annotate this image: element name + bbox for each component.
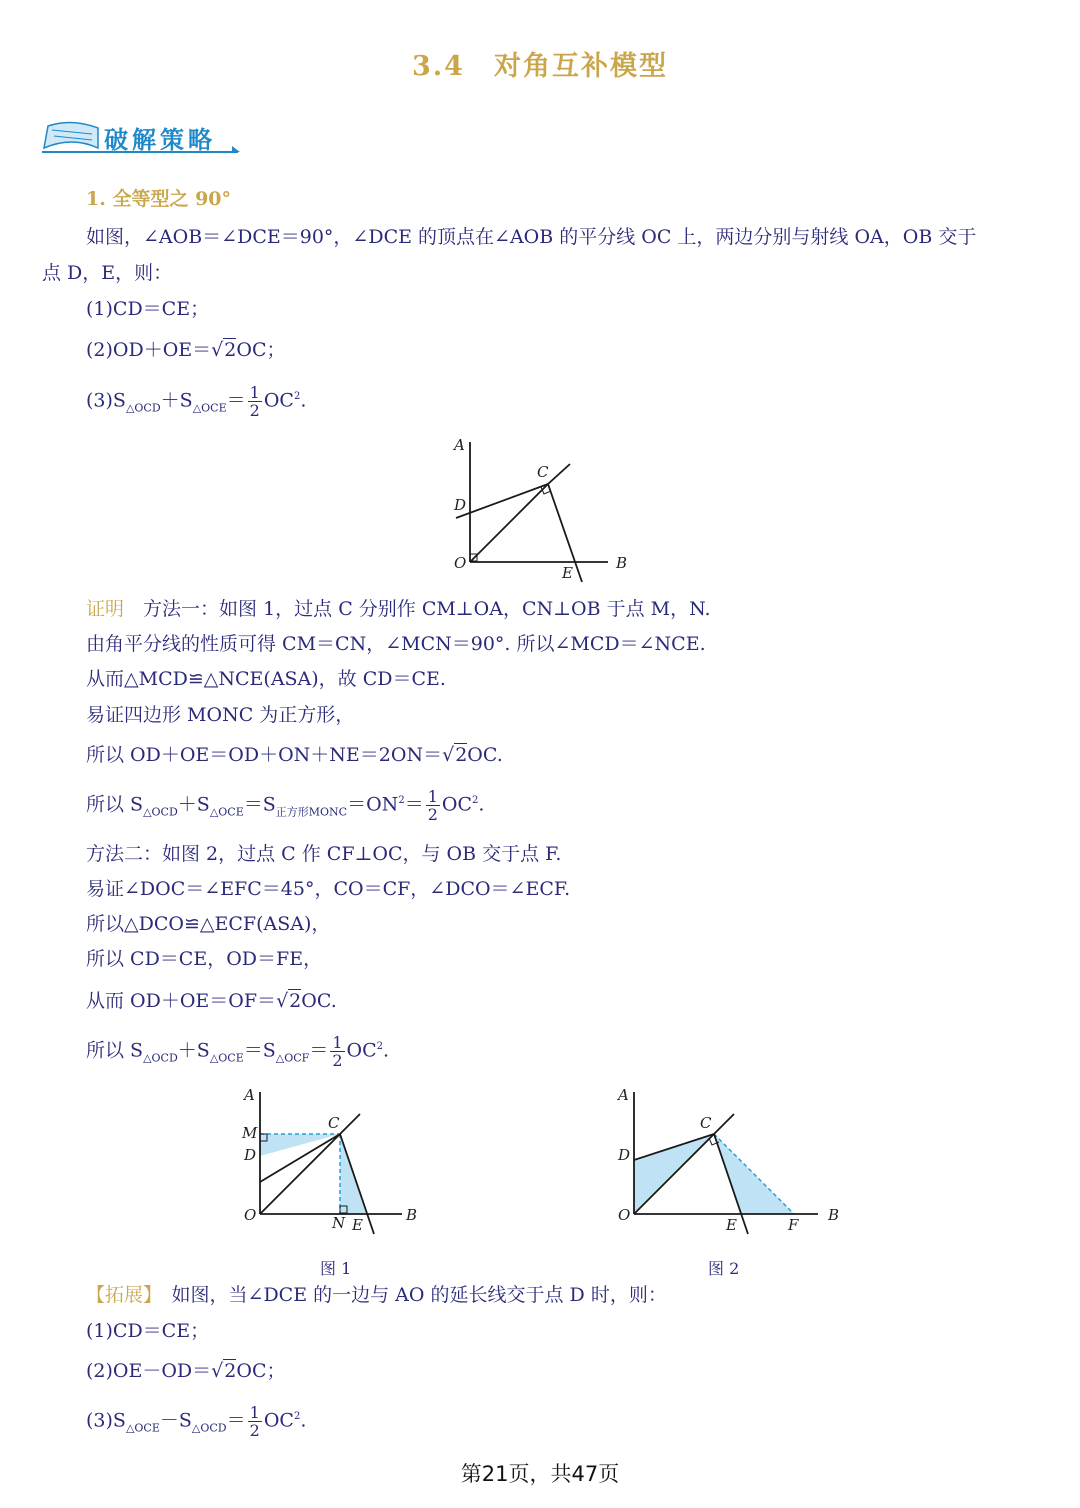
proof-method1-line5: 所以 OD＋OE＝OD＋ON＋NE＝2ON＝√2OC. bbox=[86, 744, 503, 766]
page-footer: 第21页，共47页 bbox=[460, 1462, 620, 1486]
section-banner-text: 破解策略 bbox=[104, 125, 216, 154]
section-heading: 1. 全等型之 90° bbox=[86, 188, 232, 210]
extension-intro: 【拓展】 如图，当∠DCE 的一边与 AO 的延长线交于点 D 时，则： bbox=[86, 1284, 667, 1306]
conclusion-2: (2)OD＋OE＝√2OC； bbox=[86, 339, 286, 361]
fig2-label-C: C bbox=[700, 1114, 712, 1132]
extension-conclusion-3: $(3)S_{\triangle OCE}-S_{\triangle OCD}=$ $\frac{1}{2}$ $OC^2$. bbox=[86, 1403, 307, 1440]
figure-1-caption: 图 1 bbox=[320, 1259, 352, 1278]
figure-2-caption: 图 2 bbox=[708, 1259, 740, 1278]
proof-method2-line6: 所以 $S_{\triangle OCD}+S_{\triangle OCE}=S_{\triangle OCF}=$ $\frac{1}{2}$ $OC^2$. bbox=[86, 1033, 390, 1070]
label-B: B bbox=[616, 554, 628, 572]
figure-2 bbox=[604, 1082, 844, 1242]
label-O: O bbox=[454, 554, 467, 572]
proof-method1-line6: 所以 $S_{\triangle OCD}+S_{\triangle OCE}=S_{正方形MONC}=ON^2=$ $\frac{1}{2}$ $OC^2$. bbox=[86, 787, 485, 824]
fig1-label-M: M bbox=[242, 1124, 258, 1142]
intro-line-1: 如图，∠AOB＝∠DCE＝90°，∠DCE 的顶点在∠AOB 的平分线 OC 上，两边分别与射线 OA，OB 交于 bbox=[86, 226, 977, 248]
fig2-label-E: E bbox=[726, 1216, 737, 1234]
conclusion-3: $(3)S_{\triangle OCD}+S_{\triangle OCE}=$ $\frac{1}{2}$ $OC^2$. bbox=[86, 383, 307, 420]
fig1-label-A: A bbox=[244, 1086, 255, 1104]
figure-1 bbox=[230, 1082, 430, 1242]
fig2-label-B: B bbox=[828, 1206, 840, 1224]
label-C: C bbox=[537, 463, 549, 481]
fig1-label-D: D bbox=[244, 1146, 257, 1164]
fig2-label-D: D bbox=[618, 1146, 631, 1164]
fig1-label-E: E bbox=[352, 1216, 363, 1234]
intro-line-2: 点 D，E，则： bbox=[42, 262, 173, 284]
proof-method2-line5: 从而 OD＋OE＝OF＝√2OC. bbox=[86, 990, 337, 1012]
fig2-label-F: F bbox=[788, 1216, 799, 1234]
label-A: A bbox=[454, 436, 465, 454]
proof-method1-line2: 由角平分线的性质可得 CM＝CN，∠MCN＝90°. 所以∠MCD＝∠NCE. bbox=[86, 633, 706, 655]
proof-method1-line4: 易证四边形 MONC 为正方形， bbox=[86, 704, 355, 726]
main-figure bbox=[440, 432, 640, 592]
proof-method2-line4: 所以 CD＝CE，OD＝FE， bbox=[86, 948, 323, 970]
proof-method1-line3: 从而△MCD≌△NCE(ASA)，故 CD＝CE. bbox=[86, 668, 446, 690]
proof-method2-line2: 易证∠DOC＝∠EFC＝45°，CO＝CF，∠DCO＝∠ECF. bbox=[86, 878, 571, 900]
extension-conclusion-1: (1)CD＝CE； bbox=[86, 1320, 210, 1342]
proof-method2-line3: 所以△DCO≌△ECF(ASA)， bbox=[86, 913, 331, 935]
fig1-label-C: C bbox=[328, 1114, 340, 1132]
fig1-label-N: N bbox=[332, 1214, 346, 1232]
fraction-half: $\frac{1}{2}$ bbox=[249, 383, 260, 420]
label-D: D bbox=[454, 496, 467, 514]
page-title: 3.4 对角互补模型 bbox=[412, 51, 668, 82]
fig1-label-O: O bbox=[244, 1206, 257, 1224]
fig2-label-O: O bbox=[618, 1206, 631, 1224]
conclusion-1: (1)CD＝CE； bbox=[86, 298, 210, 320]
proof-method1-line1: 证明 方法一：如图 1，过点 C 分别作 CM⊥OA，CN⊥OB 于点 M，N. bbox=[86, 598, 711, 620]
label-E: E bbox=[562, 564, 573, 582]
fig2-label-A: A bbox=[618, 1086, 629, 1104]
extension-conclusion-2: (2)OE－OD＝√2OC； bbox=[86, 1360, 286, 1382]
proof-method2-line1: 方法二：如图 2，过点 C 作 CF⊥OC，与 OB 交于点 F. bbox=[86, 843, 562, 865]
fig1-label-B: B bbox=[406, 1206, 418, 1224]
